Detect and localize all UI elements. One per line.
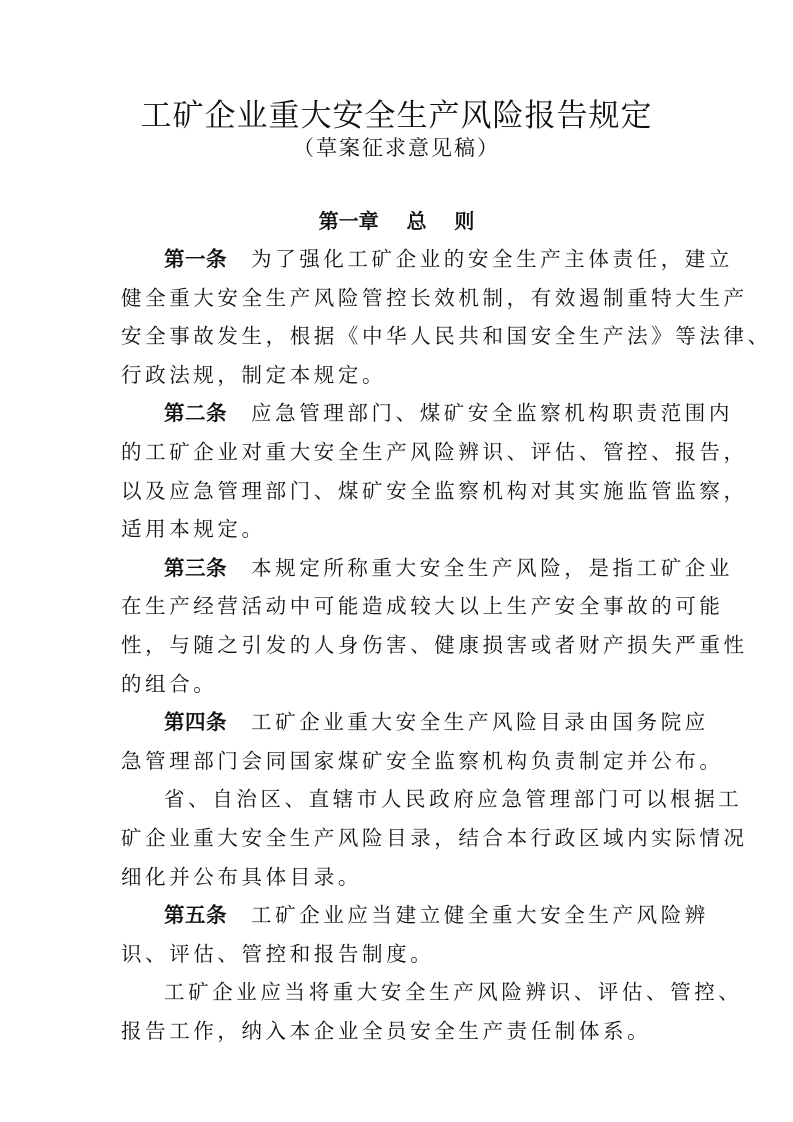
- text-line: [121, 587, 724, 626]
- line-content: [121, 363, 386, 387]
- line-text: 工矿企业应当将重大安全生产风险辨识、评估、管控、: [164, 980, 743, 1005]
- text-line: [121, 626, 748, 665]
- line-text: 在生产经营活动中可能造成较大以上生产安全事故的可能: [121, 594, 724, 619]
- document-body: [121, 240, 772, 1050]
- line-content: [121, 587, 724, 626]
- line-text: 工矿企业重大安全生产风险目录由国务院应: [251, 710, 709, 735]
- line-content: [121, 472, 748, 511]
- line-content: [121, 865, 362, 889]
- line-content: [164, 973, 743, 1012]
- line-text: 急管理部门会同国家煤矿安全监察机构负责制定并公布。: [121, 748, 724, 773]
- line-text: 性，与随之引发的人身伤害、健康损害或者财产损失严重性: [121, 632, 748, 657]
- text-line: [121, 433, 748, 472]
- text-line: [121, 472, 748, 511]
- line-text: 行政法规，制定本规定。: [121, 362, 387, 387]
- line-content: [164, 240, 733, 279]
- line-text: 的组合。: [121, 671, 218, 696]
- line-text: 应急管理部门、煤矿安全监察机构职责范围内: [251, 401, 733, 426]
- article-number: 第二条: [164, 401, 227, 426]
- article-number: 第四条: [164, 710, 227, 735]
- article-number: 第一条: [164, 247, 227, 271]
- line-text: 识、评估、管控和报告制度。: [121, 941, 435, 966]
- text-line: [121, 780, 743, 819]
- line-text: 本规定所称重大安全生产风险，是指工矿企业: [251, 555, 733, 580]
- line-content: [121, 819, 748, 858]
- text-line: [121, 973, 743, 1012]
- text-line: [121, 819, 748, 858]
- line-text: 矿企业重大安全生产风险目录，结合本行政区域内实际情况: [121, 825, 748, 850]
- line-content: [164, 703, 709, 742]
- line-content: [121, 317, 772, 356]
- line-text: 工矿企业应当建立健全重大安全生产风险辨: [251, 903, 709, 928]
- text-line: [121, 317, 772, 356]
- line-text: 以及应急管理部门、煤矿安全监察机构对其实施监管监察，: [121, 478, 748, 503]
- text-line: [121, 240, 733, 279]
- line-content: [121, 942, 434, 966]
- text-line: [121, 1012, 675, 1051]
- line-content: [121, 672, 217, 696]
- article-number: 第五条: [164, 903, 227, 928]
- text-line: [121, 279, 748, 318]
- line-content: [164, 549, 733, 588]
- chapter-heading: 第一章 总 则: [318, 209, 475, 233]
- line-content: [121, 433, 748, 472]
- text-line: [121, 356, 675, 395]
- text-line: [121, 510, 675, 549]
- line-text: 适用本规定。: [121, 517, 266, 542]
- line-content: [121, 517, 266, 541]
- article-number: 第三条: [164, 555, 227, 580]
- line-text: 的工矿企业对重大安全生产风险辨识、评估、管控、报告，: [121, 439, 748, 464]
- line-content: [121, 626, 748, 665]
- line-content: [164, 896, 709, 935]
- text-line: [121, 896, 709, 935]
- line-text: 报告工作，纳入本企业全员安全生产责任制体系。: [121, 1018, 652, 1043]
- document-title: 工矿企业重大安全生产风险报告规定: [140, 98, 653, 134]
- line-text: 健全重大安全生产风险管控长效机制，有效遏制重特大生产: [121, 285, 748, 310]
- text-line: [121, 394, 733, 433]
- text-line: [121, 549, 733, 588]
- text-line: [121, 703, 709, 742]
- text-line: [121, 742, 724, 781]
- text-line: [121, 665, 675, 704]
- line-content: [164, 394, 733, 433]
- line-content: [121, 1019, 651, 1043]
- line-content: [121, 279, 748, 318]
- line-content: [164, 780, 743, 819]
- line-text: 安全事故发生，根据《中华人民共和国安全生产法》等法律、: [121, 324, 772, 349]
- text-line: [121, 858, 675, 897]
- text-line: [121, 935, 675, 974]
- line-content: [121, 749, 724, 773]
- line-text: 为了强化工矿企业的安全生产主体责任，建立: [251, 247, 733, 271]
- line-text: 细化并公布具体目录。: [121, 864, 362, 889]
- line-text: 省、自治区、直辖市人民政府应急管理部门可以根据工: [164, 787, 743, 812]
- document-subtitle: （草案征求意见稿）: [293, 136, 500, 160]
